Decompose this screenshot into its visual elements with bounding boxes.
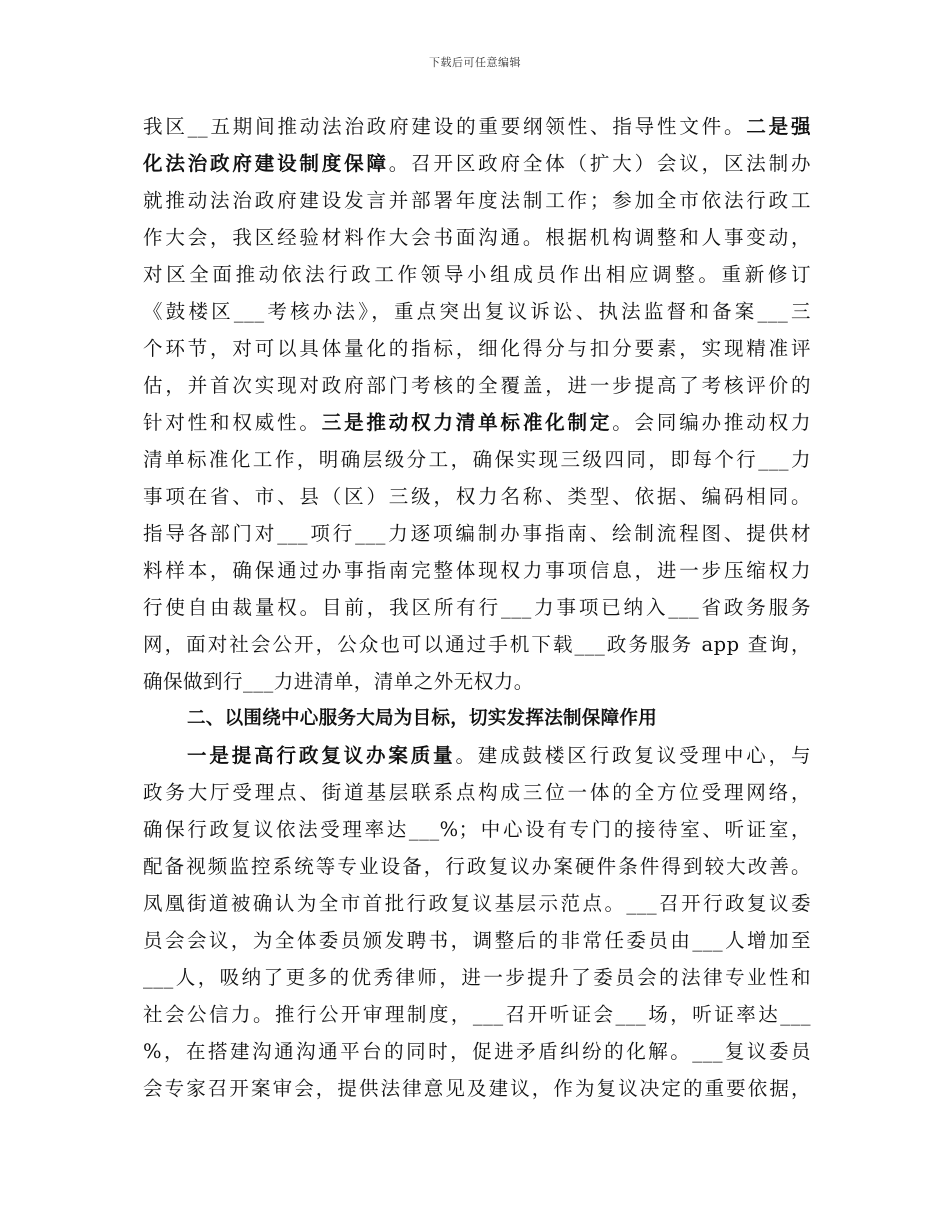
text-line [143,108,811,145]
text-run: 我区__五期间推动法治政府建设的重要纲领性、指导性文件。 [143,115,747,138]
text-line [143,293,811,330]
text-run: 二、以围绕中心服务大局为目标，切实发挥法制保障作用 [187,708,658,729]
text-line [143,811,811,848]
text-line [143,478,811,515]
text-run: 会专家召开案审会，提供法律意见及建议，作为复议决定的重要依据， [143,1077,811,1100]
bold-phrase: 一是提高行政复议办案质量 [187,744,456,767]
text-line [143,922,811,959]
text-line [143,330,811,367]
text-run: %，在搭建沟通沟通平台的同时，促进矛盾纠纷的化解。___复议委员 [143,1040,811,1063]
text-run: ___人，吸纳了更多的优秀律师，进一步提升了委员会的法律专业性和 [143,966,811,989]
text-run: 。建成鼓楼区行政复议受理中心，与 [455,744,811,767]
text-run: 估，并首次实现对政府部门考核的全覆盖，进一步提高了考核评价的 [143,374,811,397]
text-line [143,1070,811,1107]
text-run: 社会公信力。推行公开审理制度，___召开听证会___场，听证率达___ [143,1003,811,1026]
text-run: 对区全面推动依法行政工作领导小组成员作出相应调整。重新修订 [143,263,811,286]
text-line [143,182,811,219]
text-run: 清单标准化工作，明确层级分工，确保实现三级四同，即每个行___力 [143,448,811,471]
text-run: 确保行政复议依法受理率达___%；中心设有专门的接待室、听证室， [143,818,811,841]
text-line [143,1033,811,1070]
text-run: 政务大厅受理点、街道基层联系点构成三位一体的全方位受理网络， [143,781,811,804]
text-line [143,441,811,478]
text-run: 作大会，我区经验材料作大会书面沟通。根据机构调整和人事变动， [143,226,811,249]
text-line [143,219,811,256]
text-line [143,256,811,293]
text-run: 个环节，对可以具体量化的指标，细化得分与扣分要素，实现精准评 [143,337,811,360]
text-run: 。召开区政府全体（扩大）会议，区法制办 [388,152,811,175]
section-heading [143,700,811,737]
text-run: 料样本，确保通过办事指南完整体现权力事项信息，进一步压缩权力 [143,559,811,582]
text-run: 《鼓楼区___考核办法》，重点突出复议诉讼、执法监督和备案___三 [143,300,811,323]
text-run: 指导各部门对___项行___力逐项编制办事指南、绘制流程图、提供材 [143,522,811,545]
text-line [143,737,811,774]
text-line [143,589,811,626]
text-line [143,848,811,885]
text-run: 网，面对社会公开，公众也可以通过手机下载___政务服务 app 查询， [143,633,811,656]
text-line [143,959,811,996]
text-run: 凤凰街道被确认为全市首批行政复议基层示范点。___召开行政复议委 [143,892,811,915]
bold-phrase: 三是推动权力清单标准化制定 [321,411,613,434]
text-line [143,145,811,182]
text-run: 确保做到行___力进清单，清单之外无权力。 [143,670,534,693]
bold-phrase: 二是强 [746,115,811,138]
text-run: 行使自由裁量权。目前，我区所有行___力事项已纳入___省政务服务 [143,596,811,619]
bold-phrase: 化法治政府建设制度保障 [143,152,389,175]
document-body [143,108,811,1107]
text-line [143,552,811,589]
text-line [143,774,811,811]
text-line [143,515,811,552]
text-run: 就推动法治政府建设发言并部署年度法制工作；参加全市依法行政工 [143,189,811,212]
text-line [143,626,811,663]
text-line [143,663,811,700]
text-run: 事项在省、市、县（区）三级，权力名称、类型、依据、编码相同。 [143,485,811,508]
text-run: 配备视频监控系统等专业设备，行政复议办案硬件条件得到较大改善。 [143,855,811,878]
text-run: 。会同编办推动权力 [612,411,811,434]
text-line [143,885,811,922]
text-line [143,404,811,441]
text-line [143,367,811,404]
text-line [143,996,811,1033]
text-run: 针对性和权威性。 [143,411,322,434]
page-header-note: 下载后可任意编辑 [429,56,521,69]
text-run: 员会会议，为全体委员颁发聘书，调整后的非常任委员由___人增加至 [143,929,811,952]
